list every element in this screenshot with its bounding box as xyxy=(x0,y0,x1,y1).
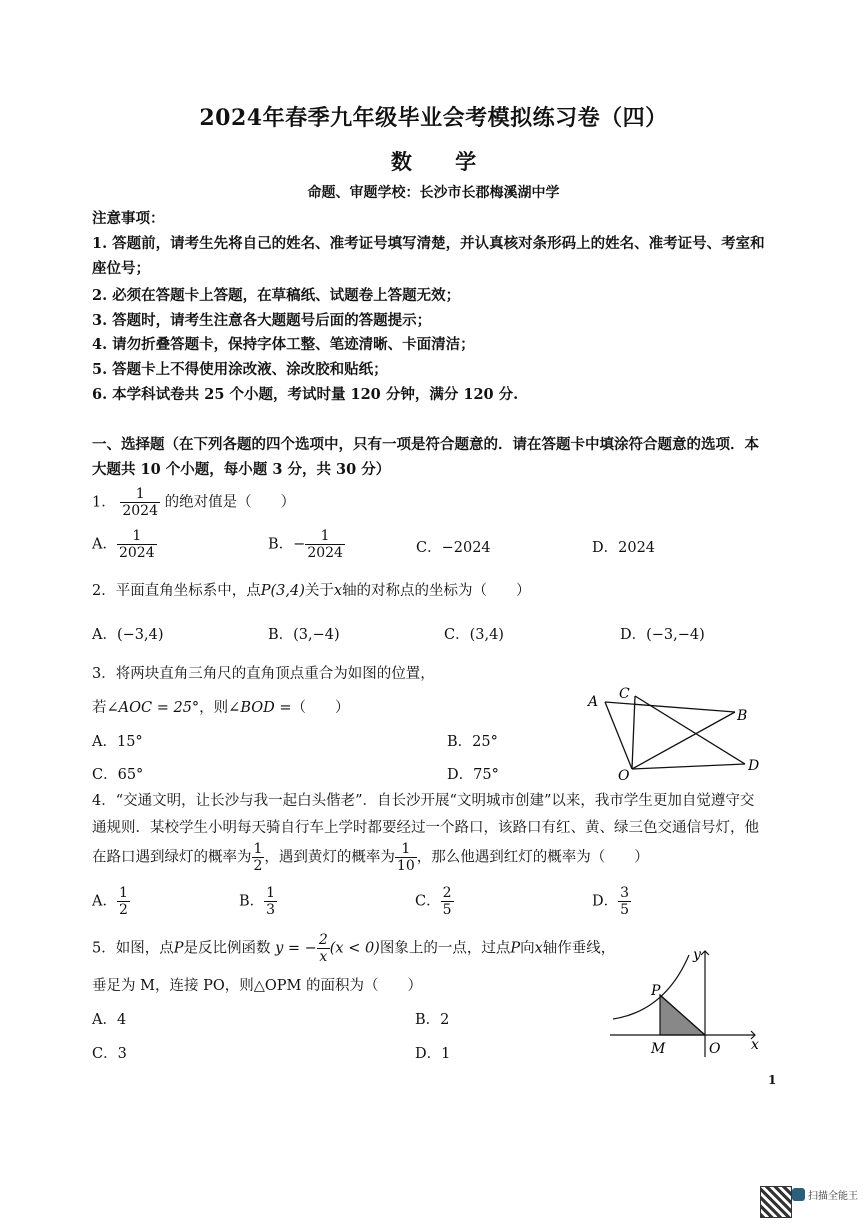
question-4-cont: 通规则．某校学生小明每天骑自行车上学时都要经过一个路口，该路口有红、黄、绿三色交通信号灯，他 xyxy=(92,820,759,836)
notice-item: 4. 请勿折叠答题卡，保持字体工整、笔迹清晰、卡面清洁； xyxy=(92,336,475,353)
q3-condition: 若∠AOC = 25°，则∠BOD =（ ） xyxy=(92,700,350,716)
q4-option-a: A． $\frac{1}{2}$ xyxy=(92,885,128,918)
q4-option-c: C． $\frac{2}{5}$ xyxy=(415,885,452,918)
q2-option-d: D．(−3,−4) xyxy=(620,627,705,643)
exam-title: 2024年春季九年级毕业会考模拟练习卷（四） xyxy=(199,105,668,131)
q1-fraction: $\frac{1}{2024}$ xyxy=(122,486,158,519)
notice-item: 座位号； xyxy=(92,260,150,277)
q1-text: 的绝对值是（ ） xyxy=(164,494,296,511)
q3-option-d: D．75° xyxy=(447,767,499,783)
question-1 xyxy=(92,486,295,519)
q1-option-c: C．−2024 xyxy=(416,540,491,556)
fig-label-c: C xyxy=(619,686,630,702)
qr-code-icon xyxy=(760,1186,792,1218)
q2-option-c: C．(3,4) xyxy=(444,627,504,643)
fig-label-x: x xyxy=(751,1037,759,1053)
q3-option-c: C．65° xyxy=(92,767,144,783)
q3-option-b: B．25° xyxy=(447,734,498,750)
q5-option-d: D．1 xyxy=(415,1046,451,1062)
q5-option-c: C．3 xyxy=(92,1046,127,1062)
fig-label-d: D xyxy=(748,758,760,774)
question-4-cont: 在路口遇到绿灯的概率为 $\frac{1}{2}$ ，遇到黄灯的概率为 $\frac{1}{10}$ ，那么他遇到红灯的概率为（ ） xyxy=(92,841,649,874)
notice-heading: 注意事项： xyxy=(92,210,165,227)
fig-label-o: O xyxy=(618,768,630,782)
q2-option-a: A．(−3,4) xyxy=(92,627,164,643)
page-number: 1 xyxy=(768,1073,777,1087)
fig-label-y: y xyxy=(693,947,701,963)
section-heading: 一、选择题（在下列各题的四个选项中，只有一项是符合题意的．请在答题卡中填涂符合题意的选项．本 xyxy=(92,436,759,453)
q1-option-d: D．2024 xyxy=(592,540,656,556)
q2-option-b: B．(3,−4) xyxy=(268,627,340,643)
section-heading-cont: 大题共 10 个小题，每小题 3 分，共 30 分） xyxy=(92,461,391,478)
subject-title: 数 学 xyxy=(390,149,495,174)
q4-option-b: B． $\frac{1}{3}$ xyxy=(239,885,276,918)
notice-item: 1. 答题前，请考生先将自己的姓名、准考证号填写清楚，并认真核对条形码上的姓名、准考证号、考室和 xyxy=(92,235,765,252)
notice-item: 2. 必须在答题卡上答题，在草稿纸、试题卷上答题无效； xyxy=(92,287,461,304)
notice-item: 6. 本学科试卷共 25 个小题，考试时量 120 分钟，满分 120 分. xyxy=(92,386,519,403)
fig-label-o: O xyxy=(709,1041,721,1057)
q3-triangle-figure xyxy=(585,682,770,782)
question-2: 2．平面直角坐标系中，点P(3,4)关于x轴的对称点的坐标为（ ） xyxy=(92,583,531,599)
q5-function-figure xyxy=(605,945,765,1060)
scanner-app-icon xyxy=(792,1188,805,1201)
watermark-text: 扫描全能王 xyxy=(808,1191,858,1202)
q1-option-a: A． $\frac{1}{2024}$ xyxy=(92,528,155,561)
question-4: 4．“交通文明，让长沙与我一起白头偕老”．自长沙开展“文明城市创建”以来，我市学生更加自觉遵守交 xyxy=(92,793,755,809)
fig-label-a: A xyxy=(588,694,599,710)
school-line: 命题、审题学校：长沙市长郡梅溪湖中学 xyxy=(307,185,560,201)
question-5-cont: 垂足为 M，连接 PO，则△OPM 的面积为（ ） xyxy=(92,978,422,994)
q5-option-a: A．4 xyxy=(92,1012,127,1028)
q1-option-b: B．− $\frac{1}{2024}$ xyxy=(268,528,343,561)
notice-item: 3. 答题时，请考生注意各大题题号后面的答题提示； xyxy=(92,312,432,329)
fig-label-b: B xyxy=(737,708,748,724)
q1-number: 1． xyxy=(92,494,116,511)
q5-option-b: B．2 xyxy=(415,1012,450,1028)
question-5: 5．如图，点P是反比例函数 y = − $\frac{2}{x}$ (x < 0)图象上的一点，过点P向x轴作垂线， xyxy=(92,932,616,965)
notice-item: 5. 答题卡上不得使用涂改液、涂改胶和贴纸； xyxy=(92,361,388,378)
fig-label-m: M xyxy=(651,1041,666,1057)
question-3: 3．将两块直角三角尺的直角顶点重合为如图的位置， xyxy=(92,666,435,682)
q3-option-a: A．15° xyxy=(92,734,143,750)
fig-label-p: P xyxy=(651,983,661,999)
q4-option-d: D． $\frac{3}{5}$ xyxy=(592,885,630,918)
